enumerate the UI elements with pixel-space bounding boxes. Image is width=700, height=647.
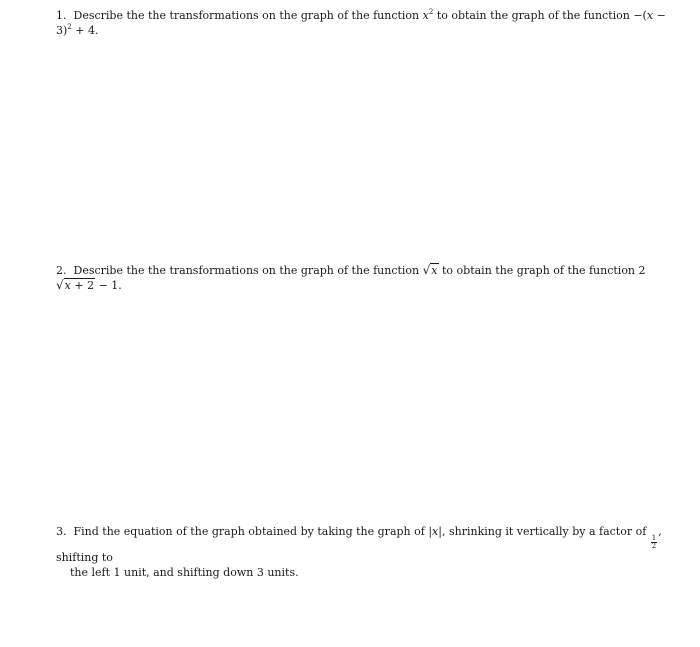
math-part: − 3) bbox=[56, 9, 666, 37]
problem-text: , shifting to bbox=[56, 525, 662, 564]
math-variable: x bbox=[64, 279, 71, 292]
math-part: −( bbox=[633, 9, 647, 22]
math-part: + 4. bbox=[71, 24, 99, 37]
problem-1 bbox=[56, 8, 666, 38]
radicand bbox=[430, 263, 438, 277]
problem-2 bbox=[56, 263, 666, 293]
radical-sign: √ bbox=[422, 263, 431, 277]
math-coefficient: 2 bbox=[638, 264, 646, 277]
math-variable: x bbox=[422, 9, 429, 22]
problem-text: , shrinking it vertically by a factor of bbox=[441, 525, 647, 538]
math-absolute-value: |x| bbox=[428, 525, 442, 538]
math-variable: x bbox=[646, 9, 654, 22]
fraction-numerator: 1 bbox=[651, 534, 657, 542]
math-part: + 2 bbox=[70, 279, 95, 292]
problem-3 bbox=[56, 524, 666, 580]
problem-text: Describe the the transformations on the graph of the function bbox=[73, 264, 420, 277]
problem-text: to obtain the graph of the function bbox=[436, 9, 630, 22]
math-expression-source bbox=[423, 9, 434, 22]
math-exponent: 2 bbox=[67, 23, 72, 31]
fraction-denominator: 2 bbox=[651, 542, 657, 550]
math-variable: x bbox=[432, 525, 439, 538]
radical-sign: √ bbox=[56, 278, 64, 292]
problem-text: Find the equation of the graph obtained by taking the graph of bbox=[73, 525, 425, 538]
problem-text-continuation: the left 1 unit, and shifting down 3 units. bbox=[70, 566, 299, 579]
problem-number: 2. bbox=[56, 264, 67, 277]
problem-number: 1. bbox=[56, 9, 67, 22]
math-variable: x bbox=[431, 264, 438, 277]
radicand bbox=[64, 278, 95, 292]
math-expression-source bbox=[423, 263, 439, 278]
problem-text: Describe the the transformations on the graph of the function bbox=[73, 9, 420, 22]
math-part: − 1. bbox=[95, 279, 122, 292]
math-exponent: 2 bbox=[428, 8, 434, 16]
problem-number: 3. bbox=[56, 525, 67, 538]
math-fraction bbox=[651, 535, 657, 550]
problem-text: to obtain the graph of the function bbox=[442, 264, 636, 277]
